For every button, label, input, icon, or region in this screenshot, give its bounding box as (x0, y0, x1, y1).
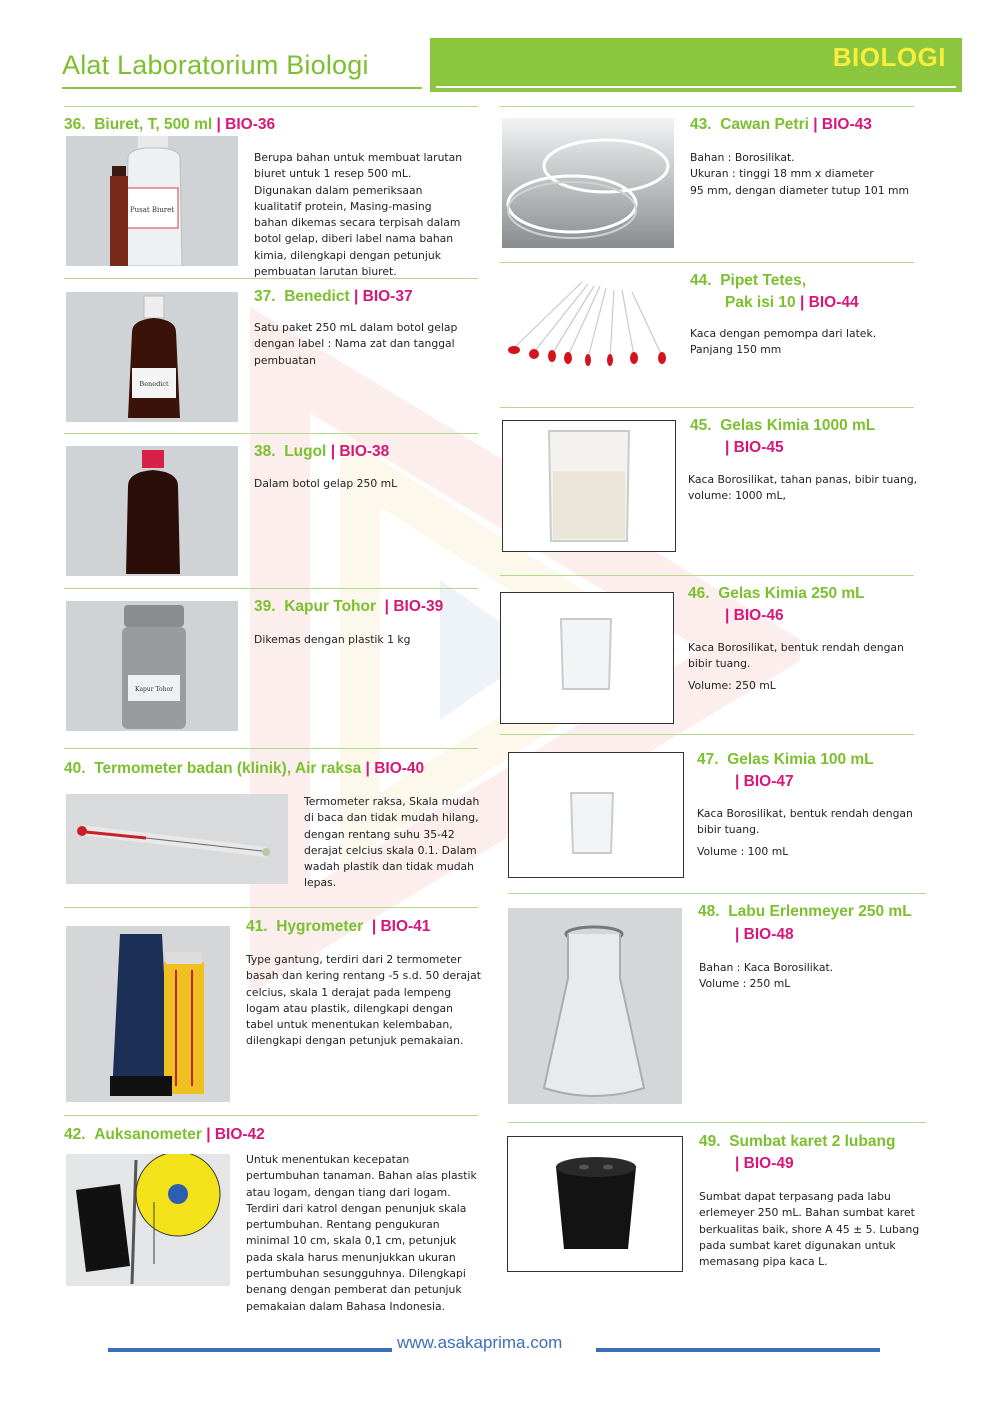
product-image (502, 420, 676, 552)
item-description: Bahan : Borosilikat. Ukuran : tinggi 18 mm x diameter 95 mm, dengan diameter tutup 101 mm (690, 151, 910, 197)
divider (500, 262, 914, 263)
product-image (66, 794, 288, 884)
divider (500, 106, 914, 107)
product-image (66, 1154, 230, 1286)
item-description: Kaca Borosilikat, tahan panas, bibir tuang, volume: 1000 mL, (688, 473, 918, 503)
footer-line-left (108, 1348, 392, 1352)
page-title: Alat Laboratorium Biologi (62, 50, 369, 80)
item-title: 40. Termometer badan (klinik), Air raksa | BIO-40 (64, 760, 425, 777)
item-title: 43. Cawan Petri | BIO-43 (690, 116, 872, 133)
svg-text:Benedict: Benedict (139, 380, 169, 388)
divider (508, 1122, 926, 1123)
category-badge-label: BIOLOGI (832, 42, 946, 72)
footer-line-right (596, 1348, 880, 1352)
item-title: 42. Auksanometer | BIO-42 (64, 1126, 265, 1143)
product-image (66, 601, 238, 731)
product-image (66, 446, 238, 576)
item-title: 46. Gelas Kimia 250 mL (688, 585, 865, 602)
item-description: Berupa bahan untuk membuat larutan biuret untuk 1 resep 500 mL. Digunakan dalam pemeriksaan kualitatif protein, Masing-masing bahan dikemas secara terpisah dalam botol gelap, diberi label nama bahan kimia, dilengkapi dengan petunjuk pembuatan larutan biuret. (254, 151, 463, 279)
item-title: 38. Lugol | BIO-38 (254, 443, 390, 460)
product-image (507, 1136, 683, 1272)
item-title: 45. Gelas Kimia 1000 mL (690, 417, 876, 434)
item-title-line2: Pak isi 10 | BIO-44 (725, 294, 859, 311)
item-title: 47. Gelas Kimia 100 mL (697, 751, 874, 768)
item-title: 41. Hygrometer | BIO-41 (246, 918, 431, 935)
divider (500, 575, 914, 576)
product-image (502, 274, 674, 374)
product-image (66, 926, 230, 1102)
item-description: Untuk menentukan kecepatan pertumbuhan tanaman. Bahan alas plastik atau logam, dengan tiang dari logam. Terdiri dari katrol dengan penunjuk skala pertumbuhan. Rentang pengukuran minimal 10 cm, skala 0,1 cm, petunjuk pada skala harus menunjukkan ukuran pertumbuhan sesungguhnya. Dilengkapi benang dengan pemberat dan petunjuk pemakaian dalam Bahasa Indonesia. (246, 1153, 477, 1313)
product-image (508, 908, 682, 1104)
item-description: Kaca Borosilikat, bentuk rendah dengan bibir tuang. Volume: 250 mL (688, 641, 904, 692)
item-title: 39. Kapur Tohor | BIO-39 (254, 598, 444, 615)
item-code-line: | BIO-47 (735, 773, 794, 790)
item-description: Kaca dengan pemompa dari latek. Panjang 150 mm (690, 327, 877, 357)
product-image (66, 292, 238, 422)
divider (64, 1115, 478, 1116)
divider (500, 734, 914, 735)
svg-text:Pusat Biuret: Pusat Biuret (129, 206, 175, 214)
product-image (508, 752, 684, 878)
divider (64, 907, 478, 908)
product-image (500, 592, 674, 724)
item-title: 44. Pipet Tetes, (690, 272, 807, 289)
item-code-line: | BIO-48 (735, 926, 794, 943)
item-description: Kaca Borosilikat, bentuk rendah dengan bibir tuang. Volume : 100 mL (697, 807, 913, 858)
item-description: Bahan : Kaca Borosilikat. Volume : 250 mL (699, 961, 834, 991)
divider (500, 407, 914, 408)
item-title: 37. Benedict | BIO-37 (254, 288, 413, 305)
divider (64, 278, 478, 279)
item-description: Termometer raksa, Skala mudah di baca dan tidak mudah hilang, dengan rentang suhu 35-42 derajat celcius skala 0.1. Dalam wadah plastik dan tidak mudah lepas. (304, 795, 480, 890)
product-image (502, 118, 674, 248)
website-link[interactable]: www.asakaprima.com (397, 1333, 563, 1352)
header-underline (62, 87, 422, 89)
divider (64, 748, 478, 749)
item-code-line: | BIO-46 (725, 607, 784, 624)
item-description: Satu paket 250 mL dalam botol gelap dengan label : Nama zat dan tanggal pembuatan (254, 321, 458, 367)
item-description: Dalam botol gelap 250 mL (254, 477, 398, 490)
item-code-line: | BIO-45 (725, 439, 784, 456)
item-description: Sumbat dapat terpasang pada labu erlemeyer 250 mL. Bahan sumbat karet berkualitas baik, shore A 45 ± 5. Lubang pada sumbat karet digunakan untuk memasang pipa kaca L. (699, 1190, 920, 1269)
item-code-line: | BIO-49 (735, 1155, 794, 1172)
divider (64, 588, 478, 589)
item-title: 36. Biuret, T, 500 ml | BIO-36 (64, 116, 276, 133)
item-title: 48. Labu Erlenmeyer 250 mL (698, 903, 912, 920)
item-description: Type gantung, terdiri dari 2 termometer basah dan kering rentang -5 s.d. 50 derajat celcius, skala 1 derajat pada lempeng logam atau plastik, dilengkapi dengan tabel untuk menentukan kelembaban, dilengkapi dengan petunjuk pemakaian. (246, 953, 482, 1048)
divider (64, 106, 478, 107)
product-image (66, 136, 238, 266)
svg-text:Kapur Tohor: Kapur Tohor (134, 686, 174, 693)
divider (508, 893, 926, 894)
divider (64, 433, 478, 434)
item-title: 49. Sumbat karet 2 lubang (699, 1133, 896, 1150)
item-description: Dikemas dengan plastik 1 kg (254, 633, 411, 646)
